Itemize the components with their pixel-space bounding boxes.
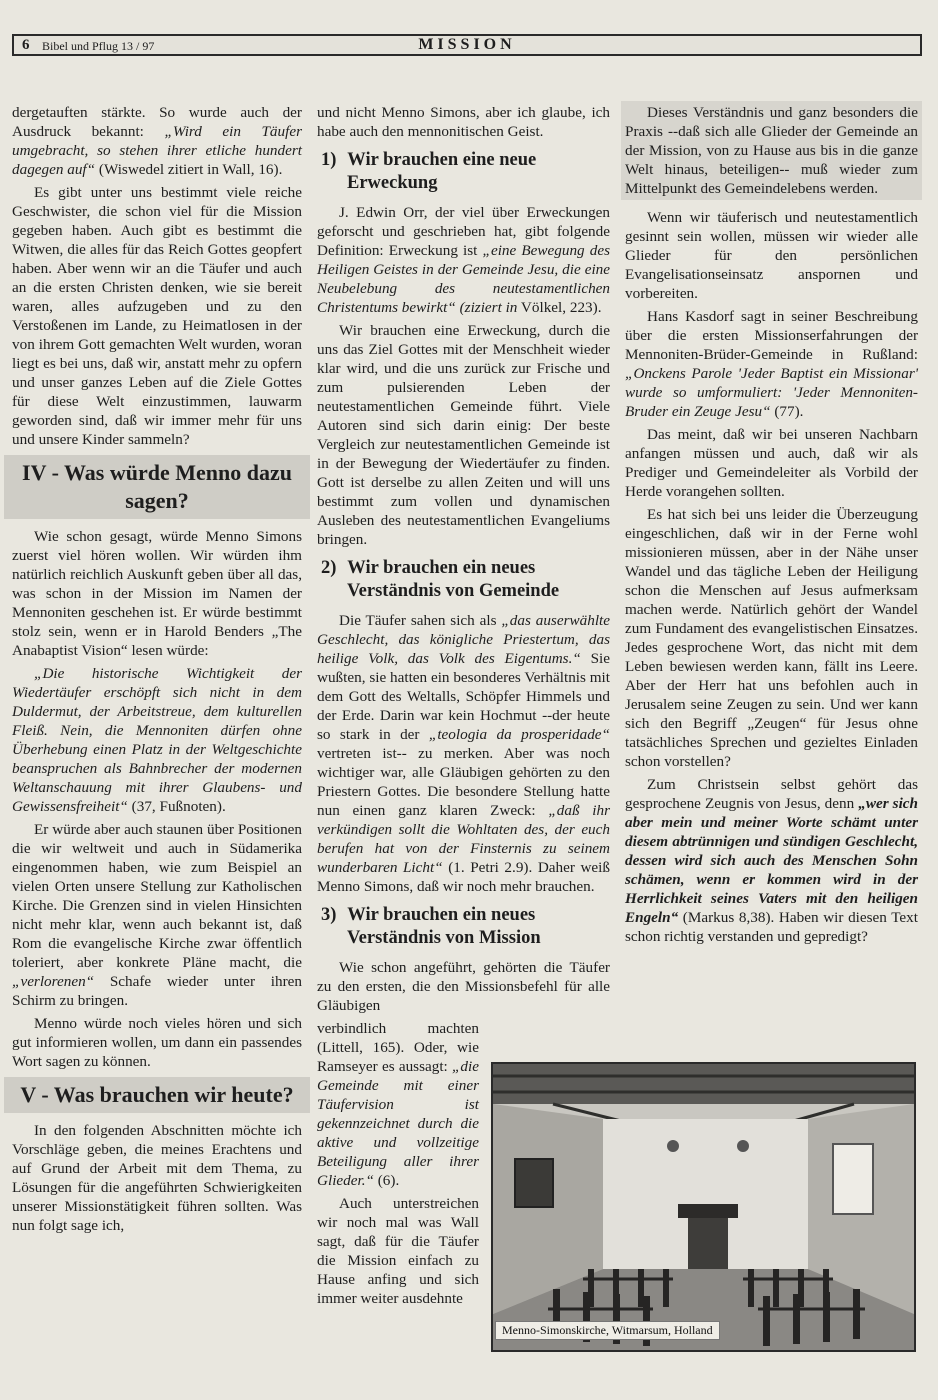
section-title: MISSION [418,36,516,53]
page-header [12,34,922,56]
column-left [12,103,302,1239]
paragraph: J. Edwin Orr, der viel über Erweckungen geforscht und geschrieben hat, gibt folgende Definition: Erweckung ist „eine Bewegung des Heiligen Geistes in der Gemeinde Jesu, die eine Neubelebung des neutestamentlichen Christentums bewirkt“ (ziziert in Völkel, 223). [317,204,610,316]
paragraph: Das meint, daß wir bei unseren Nachbarn anfangen müssen und auch, daß wir als Prediger und Gemeindeleiter als Vorbild der Herde vorangehen sollten. [625,426,918,500]
highlighted-paragraph: Dieses Verständnis und ganz besonders die Praxis --daß sich alle Glieder der Gemeinde an der Mission, von zu Hause aus bis in die ganze Welt hinaus, beteiligen-- muß wieder zum Mittelpunkt des Gemeindelebens werden. [621,101,922,200]
paragraph: Es gibt unter uns bestimmt viele reiche Geschwister, die schon viel für die Mission gegeben haben. Auch gibt es bestimmt die Witwen, die alles für das Reich Gottes geopfert haben. Aber wenn wir an die Täufer und auch an die ersten Christen denken, wie sie bereit waren, alles aufzugeben und zu den Verstoßenen im Lande, zu Heimatlosen in der von ihrem Gott gemachten Welt wurden, woran liegt es bei uns, daß wir, anstatt mehr zu opfern und unser ganzes Leben auf die Ziele Gottes für diese Welt einzustimmen, lauwarm geworden sind, daß wir immer mehr für uns und unsere Kinder sammeln? [12,184,302,448]
paragraph: Menno würde noch vieles hören und sich gut informieren wollen, um dann ein passendes Wort sagen zu können. [12,1015,302,1070]
publication-name: Bibel und Pflug 13 / 97 [42,39,155,53]
paragraph: dergetauften stärkte. So wurde auch der Ausdruck bekannt: „Wird ein Täufer umgebracht, so stehen ihrer etliche hundert dagegen auf“ (Wiswedel zitiert in Wall, 16). [12,104,302,178]
paragraph: In den folgenden Abschnitten möchte ich Vorschläge geben, die meines Erachtens und auf Grund der Arbeit mit dem Thema, zu Lösungen für die angeführten Schwierigkeiten unserer Missionstätigkeit führen sollten. Was nun folgt sage ich, [12,1122,302,1234]
subheading-erweckung: 1) Wir brauchen eine neue Erweckung [321,150,537,193]
paragraph: Hans Kasdorf sagt in seiner Beschreibung über die ersten Missionserfahrungen der Mennoniten-Brüder-Gemeinde in Rußland: „Onckens Parole 'Jeder Baptist ein Missionar' wurde so umformuliert: 'Jeder Mennoniten-Bruder ein Zeuge Jesu“ (77). [625,308,918,420]
paragraph: Wir brauchen eine Erweckung, durch die uns das Ziel Gottes mit der Menschheit wieder klar wird, und die uns zurück zur Frische und zum pulsierenden Leben der neutestamentlichen Gemeinde führt. Viele Autoren sind sich darin einig: Der beste Vergleich zur neutestamentlichen Gemeinde ist in der Bewegung der Wiedertäufer zu finden. Gott ist derselbe zu allen Zeiten und will uns bestimmt zum vollen und dynamischen Ausleben des neutestamentlichen Evangeliums bringen. [317,322,610,548]
church-interior-illustration [493,1064,914,1350]
paragraph: verbindlich machten (Littell, 165). Oder, wie Ramseyer es aussagt: „die Gemeinde mit einer Täufervision ist gekennzeichnet durch die aktive und vollzeitige Beteiligung aller ihrer Glieder.“ (6). [317,1020,479,1189]
paragraph: Wie schon angeführt, gehörten die Täufer zu den ersten, die den Missionsbefehl für alle Gläubigen [317,959,610,1014]
paragraph: Wenn wir täuferisch und neutestamentlich gesinnt sein wollen, müssen wir wieder alle Glieder für den persönlichen Evangelisationseinsatz anspornen und vorbereiten. [625,209,918,302]
photo-caption: Menno-Simonskirche, Witmarsum, Holland [495,1321,720,1340]
column-right [625,103,918,950]
paragraph: Zum Christsein selbst gehört das gesprochene Zeugnis von Jesus, denn „wer sich aber mein und meiner Worte schämt unter diesem abtrünnigen und sündigen Geschlecht, dessen wird sich auch des Menschen Sohn schämen, wenn er kommen wird in der Herrlichkeit seines Vaters mit den heiligen Engeln“ (Markus 8,38). Haben wir diesen Text schon richtig verstanden und gepredigt? [625,776,918,945]
paragraph: Die Täufer sahen sich als „das auserwählte Geschlecht, das königliche Priestertum, das heilige Volk, das Volk des Eigentums.“ Sie wußten, sie hatten ein besonderes Verhältnis mit dem Gott des Weltalls, Schöpfer Himmels und der Erde. Darin war kein Hochmut --der heute so stark in der „teologia da prosperidade“ vertreten ist-- zu merken. Aber was noch wichtiger war, alle Gläubigen gehörten zu den Priestern Gottes. Die besondere Stellung hatte nun einen ganz klaren Zweck: „daß ihr verkündigen sollt die Wohltaten des, der euch berufen hat von der Finsternis zu seinem wunderbaren Licht“ (1. Petri 2.9). Daher weiß Menno Simons, daß wir noch mehr brauchen. [317,612,610,895]
church-interior-photo [491,1062,916,1352]
paragraph: Er würde aber auch staunen über Positionen die wir weltweit und auch in Südamerika eingenommen haben, wie zum Beispiel an vielen Orten unsere Stellung zur Katholischen Kirche. Die Grenzen sind in vielen Hinsichten nicht mehr klar, wenn auch bekannt ist, daß Rom die evangelische Kirche zwar öffentlich toleriert, aber konkrete Pläne macht, die „verlorenen“ Schafe wieder unter ihren Schirm zu bringen. [12,821,302,1009]
section-heading-v: V - Was brauchen wir heute? [4,1077,310,1113]
paragraph: und nicht Menno Simons, aber ich glaube, ich habe auch den mennonitischen Geist. [317,104,610,140]
section-heading-iv: IV - Was würde Menno dazu sagen? [4,455,310,519]
paragraph: Auch unterstreichen wir noch mal was Wall sagt, daß für die Täufer die Mission einfach zu Hause anfing und sich immer weiter ausdehnte [317,1195,479,1307]
subheading-mission: 3) Wir brauchen ein neues Verständnis von Mission [321,905,541,948]
narrow-text-block [317,1019,479,1308]
paragraph: Wie schon gesagt, würde Menno Simons zuerst viel hören wollen. Wir würden ihm natürlich reichlich Auskunft geben über all das, was schon in der Mission im Namen der Mennoniten geschehen ist. Er würde bestimmt stolz sein, wenn er in Harold Benders „The Anabaptist Vision“ lesen würde: [12,528,302,659]
block-quote: „Die historische Wichtigkeit der Wiedertäufer erschöpft sich nicht in dem Duldermut, der Arbeitstreue, dem kulturellen Fleiß. Nein, die Mennoniten dürfen ohne Überhebung einen Platz in der Weltgeschichte beanspruchen als Bahnbrecher der modernen Weltanschauung mit ihrer Glaubens- und Gewissensfreiheit“ (37, Fußnoten). [12,665,302,815]
paragraph: Es hat sich bei uns leider die Überzeugung eingeschlichen, daß wir in der Ferne wohl missionieren müssen, aber in der Nähe unser Wandel und das tägliche Leben der Heiligung schon die Menschen auf Jesus aufmerksam machen werde. Natürlich gehört der Wandel zum Fundament des evangelistischen Einsatzes. Jedes gesprochene Wort, das nicht mit dem Leben bewiesen werden kann, fällt ins Leere. Aber der Herr hat uns befohlen auch in Jerusalem seine Zeugen zu sein. Und wer kann sich den Begriff „Zeugen“ für Jesus ohne tatsächliches Sprechen und gezieltes Einladen schon vorstellen? [625,506,918,770]
subheading-gemeinde: 2) Wir brauchen ein neues Verständnis von Gemeinde [321,558,560,601]
page-number: 6 [22,37,30,53]
